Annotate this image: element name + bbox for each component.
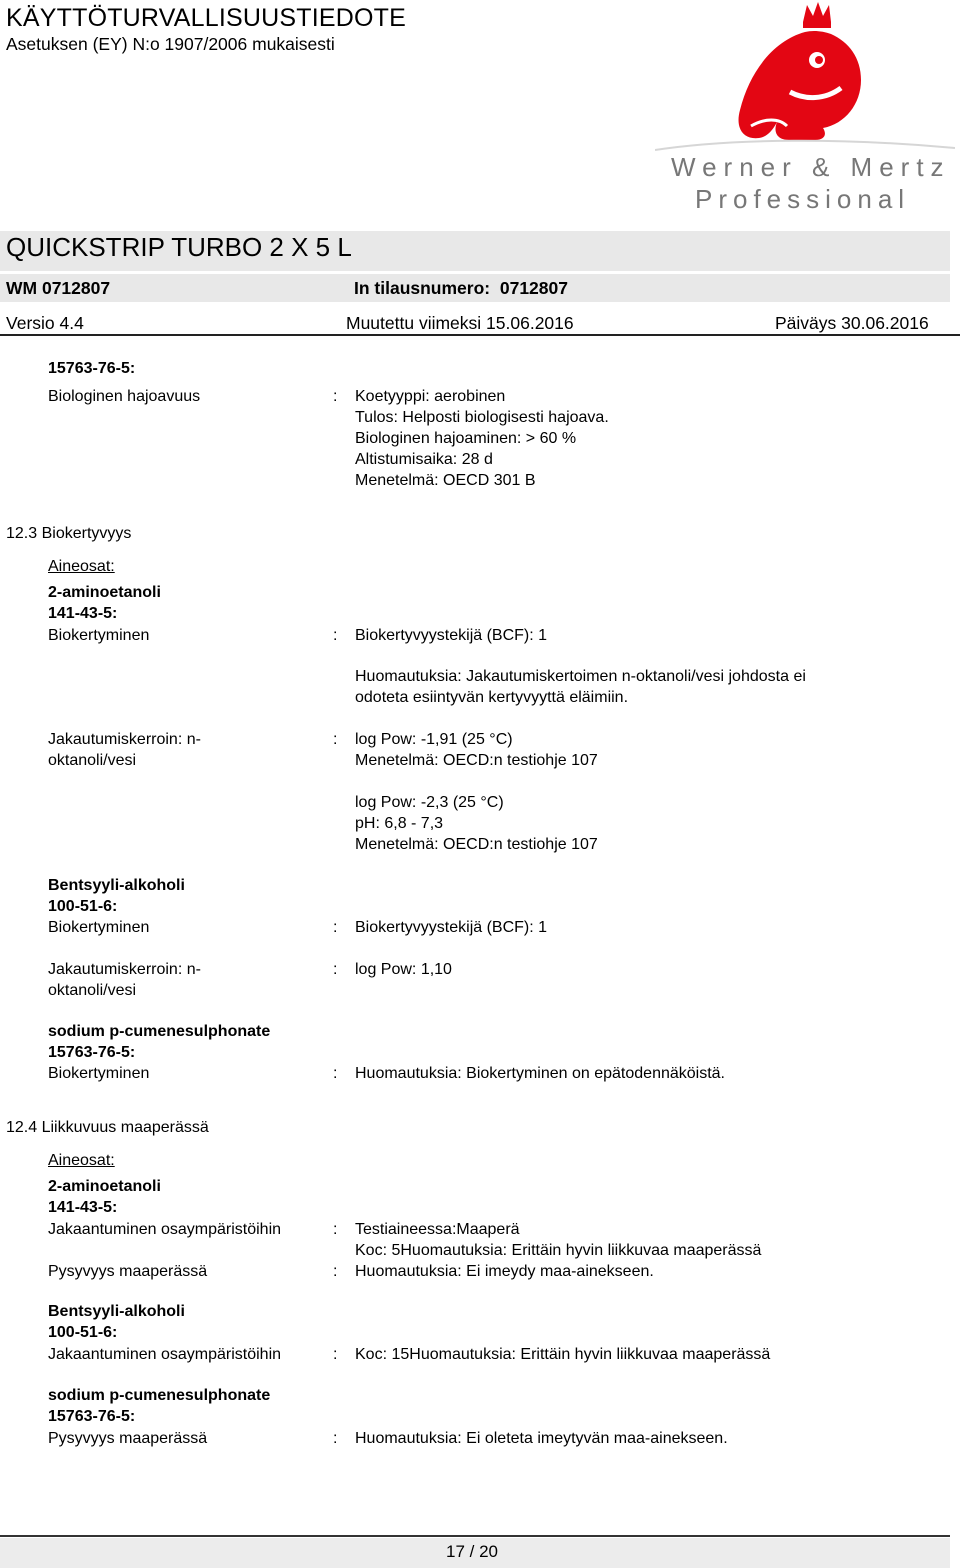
modified-date: Muutettu viimeksi 15.06.2016 [346, 313, 574, 333]
field-note: Huomautuksia: Jakautumiskertoimen n-oktanoli/vesi johdosta ei [355, 668, 806, 685]
colon: : [333, 961, 338, 978]
section-heading: 12.4 Liikkuvuus maaperässä [6, 1119, 209, 1136]
product-name: QUICKSTRIP TURBO 2 X 5 L [6, 232, 352, 262]
cas-number: 141-43-5: [48, 605, 118, 622]
colon: : [333, 919, 338, 936]
field-label: Jakaantuminen osaympäristöihin [48, 1346, 282, 1363]
document-subtitle: Asetuksen (EY) N:o 1907/2006 mukaisesti [6, 34, 335, 54]
ingredients-label: Aineosat: [48, 1152, 115, 1169]
field-label: oktanoli/vesi [48, 982, 137, 999]
field-value: Koc: 5Huomautuksia: Erittäin hyvin liikkuvaa maaperässä [355, 1242, 762, 1259]
substance-name: sodium p-cumenesulphonate [48, 1023, 271, 1040]
colon: : [333, 1221, 338, 1238]
field-value: Biokertyvyystekijä (BCF): 1 [355, 627, 548, 644]
werner-mertz-logo [655, 0, 955, 220]
field-label: Pysyvyys maaperässä [48, 1430, 208, 1447]
substance-name: Bentsyyli-alkoholi [48, 1303, 185, 1320]
colon: : [333, 388, 338, 405]
field-value: Menetelmä: OECD 301 B [355, 472, 536, 489]
substance-name: 2-aminoetanoli [48, 584, 161, 601]
colon: : [333, 1065, 338, 1082]
field-value: log Pow: -2,3 (25 °C) [355, 794, 504, 811]
field-label: Pysyvyys maaperässä [48, 1263, 208, 1280]
logo-wordmark-line2: Professional [695, 184, 911, 214]
field-label: oktanoli/vesi [48, 752, 137, 769]
field-value: Koetyyppi: aerobinen [355, 388, 506, 405]
cas-number: 100-51-6: [48, 1324, 118, 1341]
field-value: Testiaineessa:Maaperä [355, 1221, 520, 1238]
cas-number: 15763-76-5: [48, 1408, 136, 1425]
colon: : [333, 731, 338, 748]
colon: : [333, 627, 338, 644]
cas-number: 15763-76-5: [48, 1044, 136, 1061]
field-label: Jakautumiskerroin: n- [48, 731, 201, 748]
section-heading: 12.3 Biokertyvyys [6, 525, 132, 542]
substance-name: 2-aminoetanoli [48, 1178, 161, 1195]
colon: : [333, 1346, 338, 1363]
field-label: Biokertyminen [48, 919, 150, 936]
order-value: 0712807 [499, 278, 568, 298]
header-divider [0, 334, 960, 336]
ingredients-label: Aineosat: [48, 558, 115, 575]
field-value: Biologinen hajoaminen: > 60 % [355, 430, 577, 447]
cas-number: 141-43-5: [48, 1199, 118, 1216]
document-title: KÄYTTÖTURVALLISUUSTIEDOTE [6, 4, 406, 32]
cas-number: 100-51-6: [48, 898, 118, 915]
field-value: pH: 6,8 - 7,3 [355, 815, 444, 832]
substance-name: Bentsyyli-alkoholi [48, 877, 185, 894]
field-value: Menetelmä: OECD:n testiohje 107 [355, 752, 598, 769]
field-value: Huomautuksia: Ei oleteta imeytyvän maa-ainekseen. [355, 1430, 728, 1447]
field-label: Jakaantuminen osaympäristöihin [48, 1221, 282, 1238]
field-label: Jakautumiskerroin: n- [48, 961, 201, 978]
footer-divider [0, 1535, 950, 1537]
field-value: Tulos: Helposti biologisesti hajoava. [355, 409, 609, 426]
field-value: Koc: 15Huomautuksia: Erittäin hyvin liikkuvaa maaperässä [355, 1346, 771, 1363]
field-value: Menetelmä: OECD:n testiohje 107 [355, 836, 598, 853]
field-label: Biokertyminen [48, 1065, 150, 1082]
field-value: Altistumisaika: 28 d [355, 451, 493, 468]
order-label: In tilausnumero: [354, 278, 491, 298]
field-value: log Pow: 1,10 [355, 961, 452, 978]
field-label: Biokertyminen [48, 627, 150, 644]
logo-wordmark-line1: Werner & Mertz [671, 152, 951, 182]
colon: : [333, 1263, 338, 1280]
cas-number: 15763-76-5: [48, 360, 136, 377]
field-label: Biologinen hajoavuus [48, 388, 201, 405]
document-date: Päiväys 30.06.2016 [775, 313, 929, 333]
order-number [354, 278, 568, 299]
page-number: 17 / 20 [446, 1542, 498, 1561]
field-value: Huomautuksia: Biokertyminen on epätodennäköistä. [355, 1065, 725, 1082]
field-value: Huomautuksia: Ei imeydy maa-ainekseen. [355, 1263, 654, 1280]
version: Versio 4.4 [6, 313, 84, 333]
field-value: Biokertyvyystekijä (BCF): 1 [355, 919, 548, 936]
colon: : [333, 1430, 338, 1447]
wm-number: WM 0712807 [6, 278, 111, 298]
field-note: odoteta esiintyvän kertyvyyttä eläimiin. [355, 689, 629, 706]
substance-name: sodium p-cumenesulphonate [48, 1387, 271, 1404]
field-value: log Pow: -1,91 (25 °C) [355, 731, 513, 748]
